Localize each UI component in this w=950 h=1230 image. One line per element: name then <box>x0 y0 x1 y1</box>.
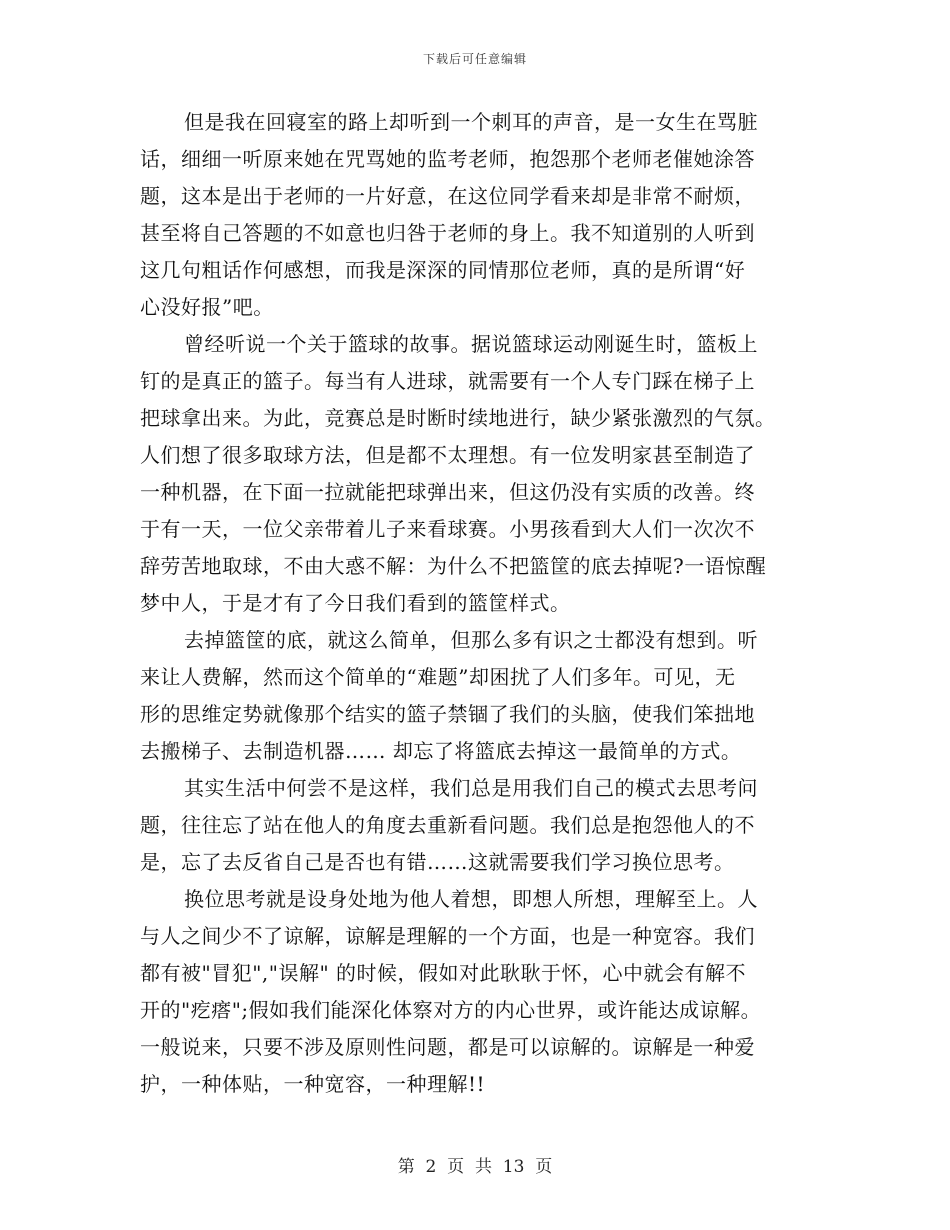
text-line: 一般说来，只要不涉及原则性问题，都是可以谅解的。谅解是一种爱 <box>140 1035 755 1059</box>
text-line: 曾经听说一个关于篮球的故事。据说篮球运动刚诞生时，篮板上 <box>184 332 758 356</box>
paragraph-3 <box>140 622 806 770</box>
text-line: 钉的是真正的篮子。每当有人进球，就需要有一个人专门踩在梯子上 <box>140 369 755 393</box>
text-line: 心没好报”吧。 <box>140 295 274 319</box>
text-line: 题，这本是出于老师的一片好意，在这位同学看来却是非常不耐烦， <box>140 184 755 208</box>
text-line: 甚至将自己答题的不如意也归咎于老师的身上。我不知道别的人听到 <box>140 221 755 245</box>
text-line: 话，细细一听原来她在咒骂她的监考老师，抱怨那个老师老催她涂答 <box>140 147 755 171</box>
page-number-footer: 第 2 页 共 13 页 <box>397 1157 553 1177</box>
paragraph-4 <box>140 770 806 881</box>
text-line: 都有被"冒犯","误解" 的时候，假如对此耿耿于怀，心中就会有解不 <box>140 961 747 985</box>
text-line: 去搬梯子、去制造机器…… 却忘了将篮底去掉这一最简单的方式。 <box>140 739 742 763</box>
text-line: 这几句粗话作何感想，而我是深深的同情那位老师，真的是所谓“好 <box>140 258 746 282</box>
text-line: 人们想了很多取球方法，但是都不太理想。有一位发明家甚至制造了 <box>140 443 755 467</box>
page-header: 下载后可任意编辑 <box>422 52 527 66</box>
paragraph-1 <box>140 104 806 326</box>
text-line: 但是我在回寝室的路上却听到一个刺耳的声音，是一女生在骂脏 <box>184 110 758 134</box>
text-line: 去掉篮筐的底，就这么简单，但那么多有识之士都没有想到。听 <box>184 628 758 652</box>
text-line: 一种机器，在下面一拉就能把球弹出来，但这仍没有实质的改善。终 <box>140 480 755 504</box>
text-line: 于有一天，一位父亲带着儿子来看球赛。小男孩看到大人们一次次不 <box>140 517 755 541</box>
text-line: 题，往往忘了站在他人的角度去重新看问题。我们总是抱怨他人的不 <box>140 813 755 837</box>
text-line: 其实生活中何尝不是这样，我们总是用我们自己的模式去思考问 <box>184 776 758 800</box>
text-line: 来让人费解，然而这个简单的“难题”却困扰了人们多年。可见，无 <box>140 665 736 689</box>
text-line: 是，忘了去反省自己是否也有错……这就需要我们学习换位思考。 <box>140 850 735 874</box>
text-line: 辞劳苦地取球，不由大惑不解：为什么不把篮筐的底去掉呢?一语惊醒 <box>140 554 767 578</box>
paragraph-2 <box>140 326 806 622</box>
text-line: 换位思考就是设身处地为他人着想，即想人所想，理解至上。人 <box>184 887 758 911</box>
text-line: 护，一种体贴，一种宽容，一种理解!! <box>140 1072 486 1096</box>
document-body <box>140 104 806 1103</box>
text-line: 与人之间少不了谅解，谅解是理解的一个方面，也是一种宽容。我们 <box>140 924 755 948</box>
paragraph-5 <box>140 881 806 1103</box>
text-line: 梦中人，于是才有了今日我们看到的篮筐样式。 <box>140 591 571 615</box>
text-line: 把球拿出来。为此，竞赛总是时断时续地进行，缺少紧张激烈的气氛。 <box>140 406 776 430</box>
text-line: 开的"疙瘩";假如我们能深化体察对方的内心世界，或许能达成谅解。 <box>140 998 762 1022</box>
text-line: 形的思维定势就像那个结实的篮子禁锢了我们的头脑，使我们笨拙地 <box>140 702 755 726</box>
